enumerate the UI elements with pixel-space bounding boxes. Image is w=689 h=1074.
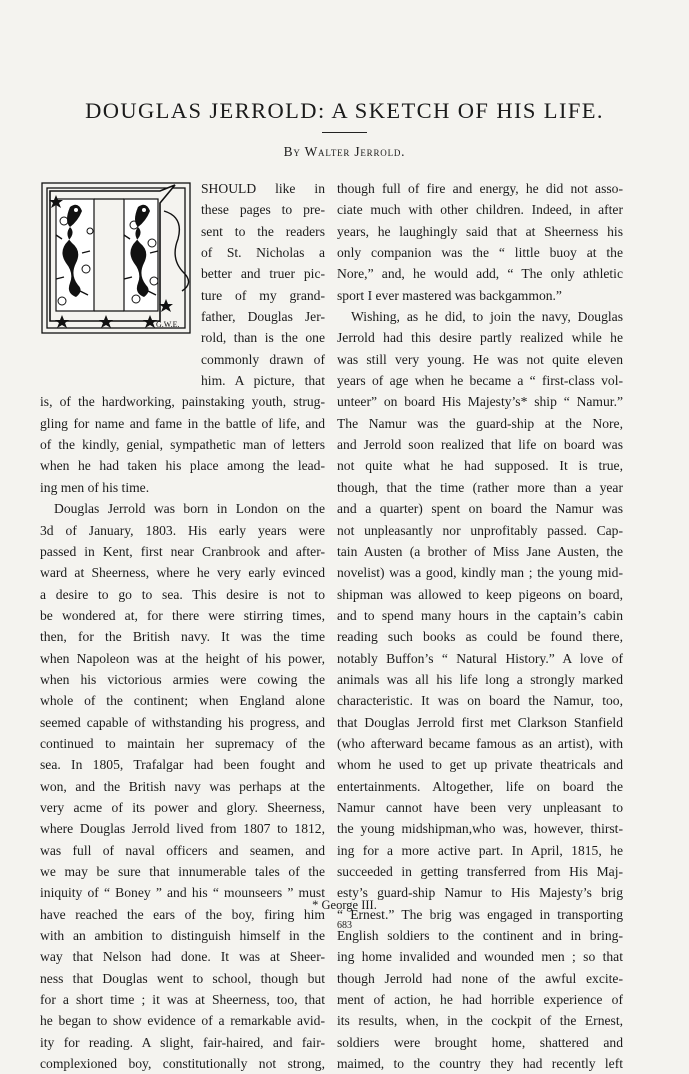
text-line: animals was all his life long a strongly marked xyxy=(337,671,623,687)
text-line: for a short time ; it was at Sheerness, too, that xyxy=(40,992,325,1008)
text-line: complexioned boy, constitutionally not strong, xyxy=(40,1056,325,1072)
text-line: way that Nelson had done. It was at Sheer- xyxy=(40,949,325,965)
text-line: better and truer pic- xyxy=(201,266,325,282)
text-line: not unpleasantly nor unprofitably passed. Cap- xyxy=(337,522,623,538)
text-line: not quite what he had supposed. It is true, xyxy=(337,458,623,474)
text-line: gling for name and fame in the battle of life, and xyxy=(40,415,325,431)
text-line: ment of action, he had horrible experience of xyxy=(337,992,623,1008)
text-line: tain Austen (a brother of Miss Jane Austen, the xyxy=(337,543,623,559)
text-line: notably Buffon’s “ Natural History.” A love of xyxy=(337,650,623,666)
text-line: ity for reading. A slight, fair-haired, and fair- xyxy=(40,1034,325,1050)
article-title: DOUGLAS JERROLD: A SKETCH OF HIS LIFE. xyxy=(85,98,604,123)
left-column xyxy=(40,178,325,1074)
text-line: won, and the British navy was perhaps at the xyxy=(40,778,325,794)
text-line: these pages to pre- xyxy=(201,202,325,218)
text-line: continued to maintain her supremacy of the xyxy=(40,735,325,751)
text-line: sea. In 1805, Trafalgar had been fought and xyxy=(40,757,325,773)
text-line: Wishing, as he did, to join the navy, Douglas xyxy=(351,309,623,325)
text-line: ture of my grand- xyxy=(201,287,325,303)
text-line: shipman was allowed to keep pigeons on board, xyxy=(337,586,623,602)
text-line: commonly drawn of xyxy=(201,351,325,367)
text-line: entertainments. Altogether, life on board the xyxy=(337,778,623,794)
text-line: years, he laughingly said that at Sheerness his xyxy=(337,223,623,239)
text-line: have reached the ears of the boy, firing him xyxy=(40,906,325,922)
text-line: unteer” on board His Majesty’s* ship “ Namur.” xyxy=(337,394,623,410)
text-line: Nore,” and, he would add, “ The only athletic xyxy=(337,266,623,282)
text-line: The Namur was the guard-ship at the Nore, xyxy=(337,415,623,431)
text-line: ing home invalided and wounded men ; so that xyxy=(337,949,623,965)
text-line: reading such books as could be found there, xyxy=(337,629,623,645)
text-line: sent to the readers xyxy=(201,223,325,239)
text-line: characteristic. It was on board the Namur, too, xyxy=(337,693,623,709)
text-line: when Napoleon was at the height of his power, xyxy=(40,650,325,666)
text-line: whole of the continent; when England alone xyxy=(40,693,325,709)
text-line: was still very young. He was not quite eleven xyxy=(337,351,623,367)
text-line: when his victorious armies were cowing the xyxy=(40,671,325,687)
text-line: Douglas Jerrold was born in London on the xyxy=(54,501,325,517)
text-line: Jerrold had this desire partly realized while he xyxy=(337,330,623,346)
text-line: when he had taken his place among the lead- xyxy=(40,458,325,474)
text-line: its results, when, in the cockpit of the Ernest, xyxy=(337,1013,623,1029)
text-line: that Douglas Jerrold first met Clarkson Stanfield xyxy=(337,714,623,730)
text-line: Namur cannot have been very unpleasant to xyxy=(337,799,623,815)
text-line: was full of naval officers and seamen, and xyxy=(40,842,325,858)
text-line: ciate much with other children. Indeed, in after xyxy=(337,202,623,218)
text-line: ing men of his time. xyxy=(40,479,150,495)
text-line: only companion was the “ little buoy at the xyxy=(337,245,623,261)
text-line: though Jerrold had none of the awful excite- xyxy=(337,970,623,986)
text-line: ward at Sheerness, where he very early evinced xyxy=(40,565,325,581)
dropcap-signature: G.W.E. xyxy=(156,320,180,329)
text-line: iniquity of “ Boney ” and his “ mounseers ” must xyxy=(40,885,325,901)
text-line: is, of the hardworking, painstaking youth, strug- xyxy=(40,394,325,410)
right-column xyxy=(337,178,623,1074)
text-line: be wondered at, for there were stirring times, xyxy=(40,607,325,623)
text-line: 3d of January, 1803. His early years were xyxy=(40,522,325,538)
text-line: rold, than is the one xyxy=(201,330,325,346)
text-line: (who afterward became famous as an artist), with xyxy=(337,735,623,751)
text-line: ness that Douglas went to school, though but xyxy=(40,970,325,986)
text-line: English soldiers to the continent and in bring- xyxy=(337,928,623,944)
text-line: years of age when he became a “ first-class vol- xyxy=(337,373,623,389)
text-line: whom he used to get up private theatricals and xyxy=(337,757,623,773)
text-line: seemed capable of withstanding his progress, and xyxy=(40,714,325,730)
text-line: of St. Nicholas a xyxy=(201,245,325,261)
text-line: then, for the British navy. It was the time xyxy=(40,629,325,645)
text-line: very acme of its power and glory. Sheerness, xyxy=(40,799,325,815)
text-line: a desire to go to sea. This desire is not to xyxy=(40,586,325,602)
text-line: though full of fire and energy, he did not asso- xyxy=(337,181,623,196)
text-line: ing for a more active part. In April, 1815, he xyxy=(337,842,623,858)
text-line: novelist) was a good, kindly man ; the young mid- xyxy=(337,565,623,581)
text-line: and Jerrold soon realized that life on board was xyxy=(337,437,623,453)
text-line: he began to show evidence of a remarkable avid- xyxy=(40,1013,325,1029)
footnote: * George III. xyxy=(312,898,377,912)
text-line: SHOULD like in xyxy=(201,181,325,196)
text-line: and to spend many hours in the captain’s cabin xyxy=(337,607,623,623)
text-line: where Douglas Jerrold lived from 1807 to 1812, xyxy=(40,821,325,837)
text-line: him. A picture, that xyxy=(201,373,325,389)
text-line: father, Douglas Jer- xyxy=(201,309,325,325)
text-line: “ Ernest.” The brig was engaged in transporting xyxy=(337,906,623,922)
page-number: 683 xyxy=(337,920,352,931)
text-line: though, that the time (rather more than a year xyxy=(337,479,623,495)
text-line: soldiers were brought home, shattered and xyxy=(337,1034,623,1050)
text-line: sport I ever mastered was backgammon.” xyxy=(337,287,562,303)
text-line: we may be sure that innumerable tales of the xyxy=(40,864,325,879)
byline: By Walter Jerrold. xyxy=(283,144,406,159)
title-rule xyxy=(322,132,367,133)
text-line: with an ambition to distinguish himself in the xyxy=(40,928,325,944)
text-line: and a quarter) spent on board the Namur was xyxy=(337,501,623,517)
text-line: esty’s guard-ship Namur to His Majesty’s brig xyxy=(337,885,623,901)
text-line: of the kindly, genial, sympathetic man of letters xyxy=(40,437,325,453)
text-line: succeeded in getting transferred from His Maj- xyxy=(337,864,623,879)
text-line: maimed, to the country they had recently left xyxy=(337,1056,623,1072)
text-line: passed in Kent, first near Cranbrook and after- xyxy=(40,543,325,559)
text-line: the young midshipman,who was, however, thirst- xyxy=(337,821,623,837)
